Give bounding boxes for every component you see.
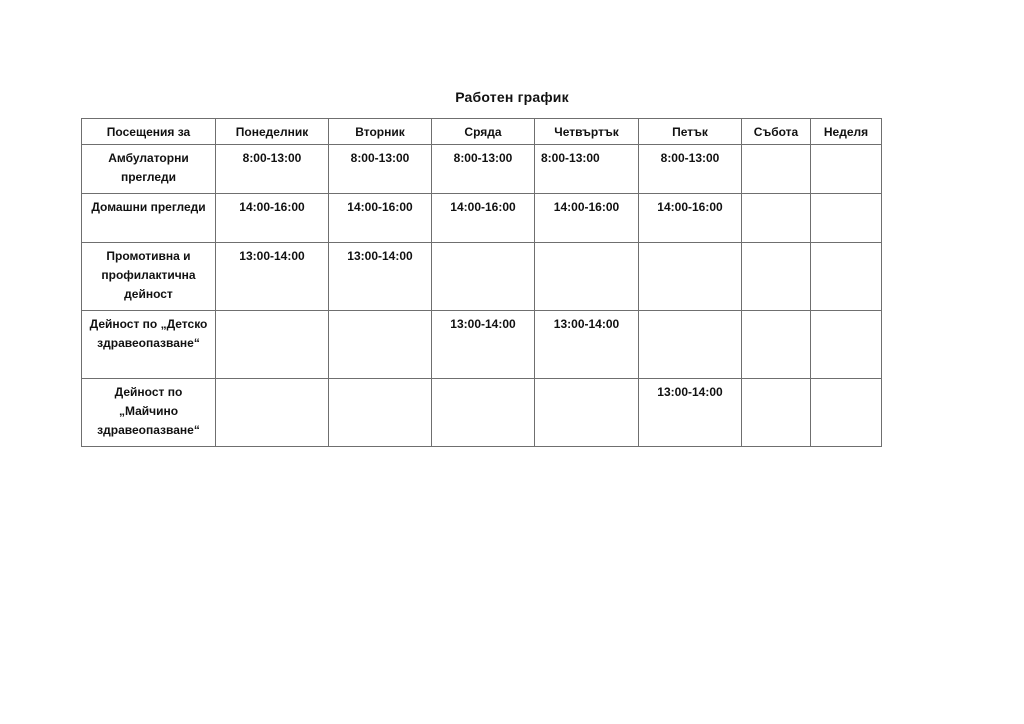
table-cell: [811, 311, 882, 379]
page-title: Работен график: [455, 89, 569, 105]
table-cell: 13:00-14:00: [216, 243, 329, 311]
row-label: Промотивна и профилактична дейност: [82, 243, 216, 311]
table-row-child-healthcare: [82, 311, 882, 379]
table-row-maternal-healthcare: [82, 379, 882, 447]
header-friday: Петък: [639, 119, 742, 145]
table-cell: 8:00-13:00: [432, 145, 535, 194]
table-cell: [639, 243, 742, 311]
table-cell: 13:00-14:00: [535, 311, 639, 379]
table-cell: [742, 194, 811, 243]
header-tuesday: Вторник: [329, 119, 432, 145]
table-cell: 14:00-16:00: [639, 194, 742, 243]
table-cell: 8:00-13:00: [535, 145, 639, 194]
header-wednesday: Сряда: [432, 119, 535, 145]
table-cell: [432, 379, 535, 447]
table-cell: [535, 243, 639, 311]
row-label: Дейност по „Детско здравеопазване“: [82, 311, 216, 379]
table-cell: 8:00-13:00: [216, 145, 329, 194]
header-thursday: Четвъртък: [535, 119, 639, 145]
table-cell: [811, 379, 882, 447]
table-cell: 14:00-16:00: [216, 194, 329, 243]
table-cell: [742, 379, 811, 447]
table-cell: 14:00-16:00: [535, 194, 639, 243]
table-cell: [216, 311, 329, 379]
table-row-home-visits: [82, 194, 882, 243]
table-cell: [329, 311, 432, 379]
row-label: Амбулаторни прегледи: [82, 145, 216, 194]
row-label: Дейност по „Майчино здравеопазване“: [82, 379, 216, 447]
table-cell: [811, 243, 882, 311]
table-cell: [216, 379, 329, 447]
table-cell: [742, 243, 811, 311]
table-cell: 8:00-13:00: [329, 145, 432, 194]
table-row-outpatient: [82, 145, 882, 194]
table-row-prevention: [82, 243, 882, 311]
header-saturday: Събота: [742, 119, 811, 145]
table-header-row: [82, 119, 882, 145]
table-cell: [535, 379, 639, 447]
table-cell: [432, 243, 535, 311]
header-visits-for: Посещения за: [82, 119, 216, 145]
table-cell: [639, 311, 742, 379]
table-cell: 14:00-16:00: [432, 194, 535, 243]
row-label: Домашни прегледи: [82, 194, 216, 243]
table-cell: [811, 194, 882, 243]
table-cell: 8:00-13:00: [639, 145, 742, 194]
header-monday: Понеделник: [216, 119, 329, 145]
table-cell: 13:00-14:00: [639, 379, 742, 447]
schedule-table: [81, 118, 882, 447]
table-cell: 13:00-14:00: [329, 243, 432, 311]
header-sunday: Неделя: [811, 119, 882, 145]
table-cell: [742, 145, 811, 194]
table-cell: [329, 379, 432, 447]
table-cell: [811, 145, 882, 194]
table-cell: [742, 311, 811, 379]
table-cell: 14:00-16:00: [329, 194, 432, 243]
table-cell: 13:00-14:00: [432, 311, 535, 379]
